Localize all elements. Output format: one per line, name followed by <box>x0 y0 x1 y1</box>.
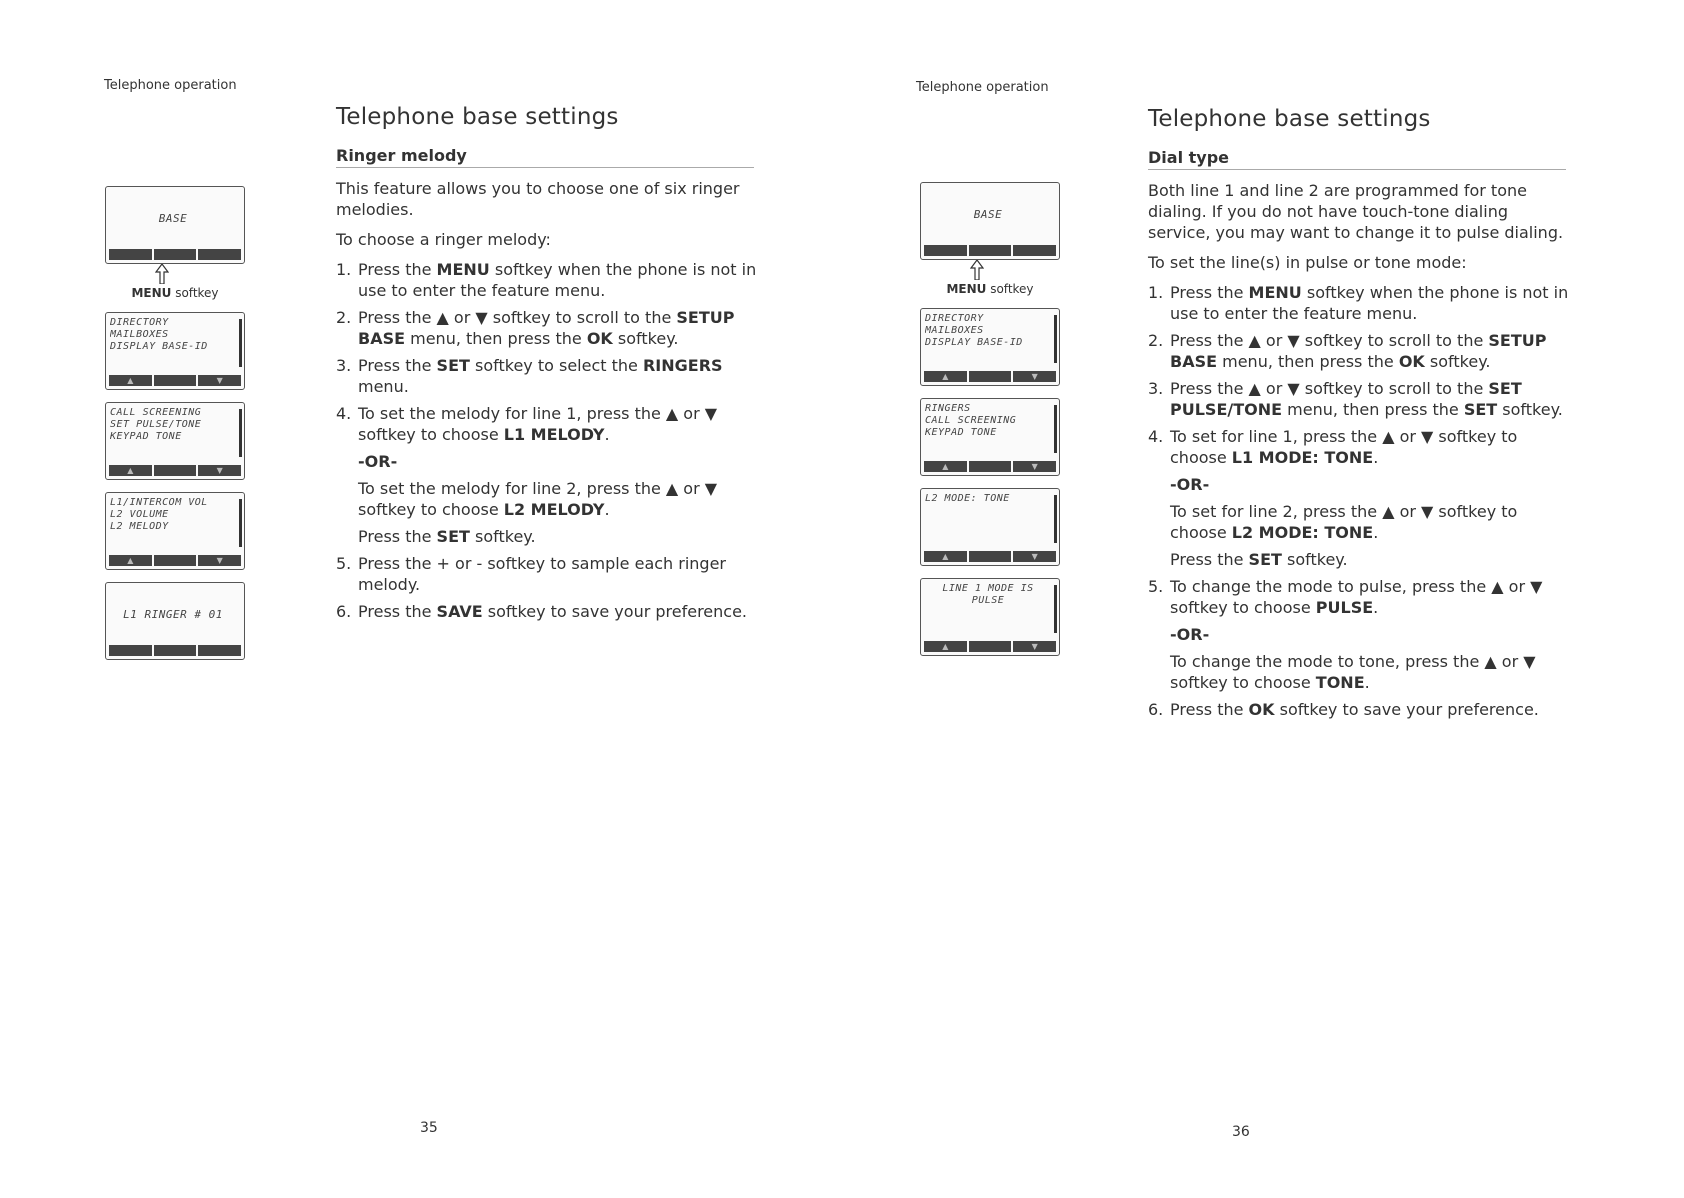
intro-paragraph: This feature allows you to choose one of six ringer melodies. <box>336 179 740 219</box>
list-item: 3. Press the ▲ or ▼ softkey to scroll to the SET PULSE/TONE menu, then press the SET softkey. <box>1148 379 1563 419</box>
lcd-screen-pulse-tone <box>920 488 1060 566</box>
lead-paragraph: To set the line(s) in pulse or tone mode: <box>1148 253 1467 272</box>
lcd-text: L1/INTERCOM VOL L2 VOLUME L2 MELODY <box>110 497 208 532</box>
lcd-text: BASE <box>158 212 188 225</box>
list-item: 1. Press the MENU softkey when the phone is not in use to enter the feature menu. <box>336 260 757 300</box>
arrow-up-icon <box>155 264 169 284</box>
lcd-text: RINGERS CALL SCREENING KEYPAD TONE <box>925 403 1017 438</box>
arrow-up-icon <box>970 260 984 280</box>
section-heading: Dial type <box>1148 148 1566 170</box>
lcd-screen-setup-menu <box>105 312 245 390</box>
list-item: 6. Press the SAVE softkey to save your preference. <box>336 602 748 621</box>
softkey-bar: ▲ ▼ <box>109 375 241 386</box>
scrollbar <box>239 319 242 367</box>
lcd-screen-setup-base <box>920 398 1060 476</box>
lcd-illustrations <box>105 186 245 672</box>
list-item: 3. Press the SET softkey to select the RINGERS menu. <box>336 356 723 396</box>
softkey-bar <box>109 645 241 656</box>
lcd-screen-ringers <box>105 492 245 570</box>
instructions <box>336 178 760 628</box>
steps-list <box>336 259 760 622</box>
list-item: 4. To set the melody for line 1, press the ▲ or ▼ softkey to choose L1 MELODY. -OR- To set the melody for line 2, press the ▲ or ▼ softkey to choose L2 MELODY. Press the SET softkey. <box>336 403 760 547</box>
page-title: Telephone base settings <box>1148 106 1431 132</box>
steps-list <box>1148 282 1572 720</box>
list-item: 2. Press the ▲ or ▼ softkey to scroll to the SETUP BASE menu, then press the OK softkey. <box>336 308 735 348</box>
intro-paragraph: Both line 1 and line 2 are programmed for tone dialing. If you do not have touch-tone dialing service, you may want to change it to pulse dialing. <box>1148 181 1564 242</box>
page-number: 35 <box>420 1120 438 1136</box>
lcd-screen-setup-base <box>105 402 245 480</box>
or-separator: -OR- <box>1170 625 1210 644</box>
list-item: 2. Press the ▲ or ▼ softkey to scroll to the SETUP BASE menu, then press the OK softkey. <box>1148 331 1547 371</box>
lcd-text: BASE <box>973 208 1003 221</box>
list-item: 6. Press the OK softkey to save your preference. <box>1148 700 1539 719</box>
scrollbar <box>239 409 242 457</box>
softkey-bar: ▲ ▼ <box>109 465 241 476</box>
running-header: Telephone operation <box>104 78 237 93</box>
menu-softkey-callout: MENU softkey <box>105 264 245 304</box>
lcd-screen-setup-menu <box>920 308 1060 386</box>
softkey-bar: ▲ ▼ <box>109 555 241 566</box>
menu-softkey-callout: MENU softkey <box>920 260 1060 300</box>
page-number: 36 <box>1232 1124 1250 1140</box>
softkey-bar: ▲ ▼ <box>924 461 1056 472</box>
lcd-text: DIRECTORY MAILBOXES DISPLAY BASE-ID <box>110 317 208 352</box>
or-separator: -OR- <box>358 452 398 471</box>
softkey-bar: ▲ ▼ <box>924 641 1056 652</box>
running-header: Telephone operation <box>916 80 1049 95</box>
lcd-text: L2 MODE: TONE <box>925 493 1010 504</box>
list-item: 4. To set for line 1, press the ▲ or ▼ softkey to choose L1 MODE: TONE. -OR- To set for line 2, press the ▲ or ▼ softkey to choose L2 MODE: TONE. Press the SET softkey. <box>1148 426 1572 570</box>
lcd-text: L1 RINGER # 01 <box>123 608 223 621</box>
scrollbar <box>1054 585 1057 633</box>
scrollbar <box>1054 315 1057 363</box>
softkey-bar <box>924 245 1056 256</box>
list-item: 1. Press the MENU softkey when the phone is not in use to enter the feature menu. <box>1148 283 1569 323</box>
scrollbar <box>1054 405 1057 453</box>
softkey-bar: ▲ ▼ <box>924 371 1056 382</box>
softkey-bar: ▲ ▼ <box>924 551 1056 562</box>
lcd-screen-base <box>105 186 245 264</box>
softkey-bar <box>109 249 241 260</box>
list-item: 5. Press the + or - softkey to sample each ringer melody. <box>336 554 727 594</box>
page-right <box>842 0 1684 1198</box>
lcd-screen-l1-ringer <box>105 582 245 660</box>
lead-paragraph: To choose a ringer melody: <box>336 230 551 249</box>
list-item: 5. To change the mode to pulse, press the ▲ or ▼ softkey to choose PULSE. -OR- To change the mode to tone, press the ▲ or ▼ softkey to choose TONE. <box>1148 576 1572 693</box>
section-heading: Ringer melody <box>336 146 754 168</box>
lcd-text: LINE 1 MODE IS PULSE <box>942 583 1034 606</box>
lcd-illustrations <box>920 182 1060 668</box>
lcd-text: CALL SCREENING SET PULSE/TONE KEYPAD TONE <box>110 407 202 442</box>
or-separator: -OR- <box>1170 475 1210 494</box>
page-title: Telephone base settings <box>336 104 619 130</box>
scrollbar <box>239 499 242 547</box>
instructions <box>1148 180 1572 726</box>
scrollbar <box>1054 495 1057 543</box>
lcd-screen-line-mode <box>920 578 1060 656</box>
lcd-screen-base <box>920 182 1060 260</box>
lcd-text: DIRECTORY MAILBOXES DISPLAY BASE-ID <box>925 313 1023 348</box>
